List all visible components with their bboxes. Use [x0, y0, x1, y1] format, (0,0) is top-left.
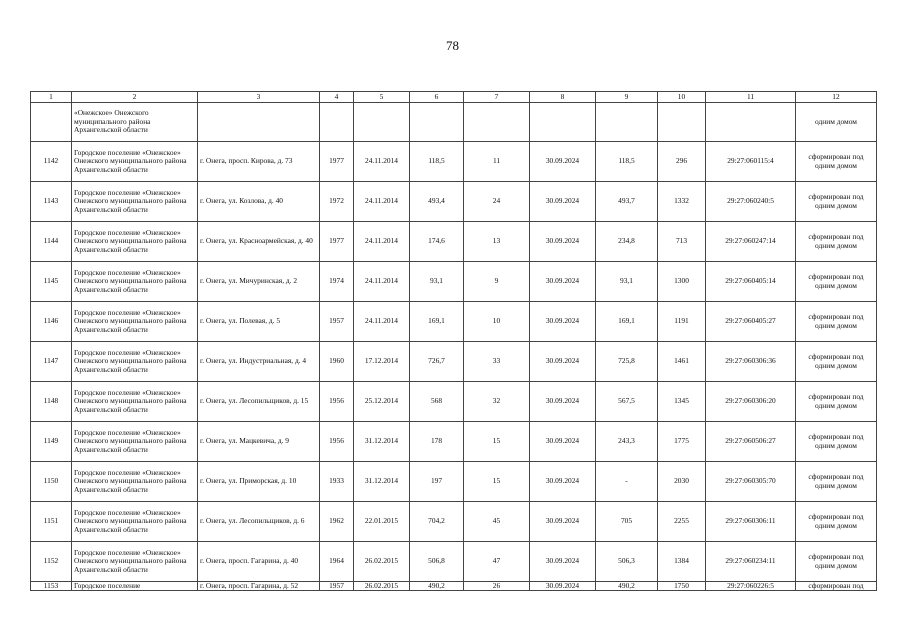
- cell-description: сформирован под одним домом: [796, 382, 877, 422]
- cell-cadastral-number: 29:27:060405:14: [706, 262, 796, 302]
- cell-number: 1149: [31, 422, 72, 462]
- cell-address: г. Онега, ул. Лесопильщиков, д. 15: [198, 382, 320, 422]
- cell: [410, 103, 464, 142]
- cell-year: 1956: [320, 422, 354, 462]
- cell-count: 33: [464, 342, 530, 382]
- table-row: [31, 342, 877, 382]
- cell-description: сформирован под одним домом: [796, 542, 877, 582]
- cell-description: сформирован под одним домом: [796, 502, 877, 542]
- cell-count: 47: [464, 542, 530, 582]
- cell-area: 490,2: [410, 582, 464, 591]
- table-row: [31, 542, 877, 582]
- table-row: [31, 582, 877, 591]
- cell-code: 1750: [658, 582, 706, 591]
- cell-date: 30.09.2024: [530, 262, 596, 302]
- cell-address: г. Онега, просп. Кирова, д. 73: [198, 142, 320, 182]
- cell-cadastral-number: 29:27:060247:14: [706, 222, 796, 262]
- cell-date: 30.09.2024: [530, 462, 596, 502]
- cell-date: 24.11.2014: [354, 142, 410, 182]
- cell-address: г. Онега, ул. Приморская, д. 10: [198, 462, 320, 502]
- cell-owner: «Онежское» Онежского муниципального района Архангельской области: [72, 103, 198, 142]
- cell-count: 24: [464, 182, 530, 222]
- cell: [706, 103, 796, 142]
- cell-address: г. Онега, ул. Красноармейская, д. 40: [198, 222, 320, 262]
- cell-count: 13: [464, 222, 530, 262]
- cell-count: 15: [464, 422, 530, 462]
- cell-area: 506,3: [596, 542, 658, 582]
- cell-cadastral-number: 29:27:060405:27: [706, 302, 796, 342]
- cell-area: 725,8: [596, 342, 658, 382]
- cell-address: г. Онега, ул. Индустриальная, д. 4: [198, 342, 320, 382]
- cell-description: сформирован под одним домом: [796, 262, 877, 302]
- cell-count: 10: [464, 302, 530, 342]
- cell-year: 1977: [320, 222, 354, 262]
- cell-description: сформирован под одним домом: [796, 462, 877, 502]
- cell-number: 1147: [31, 342, 72, 382]
- cell-number: 1152: [31, 542, 72, 582]
- cell: [354, 103, 410, 142]
- cell-date: 24.11.2014: [354, 222, 410, 262]
- cell-date: 30.09.2024: [530, 182, 596, 222]
- cell-area: 704,2: [410, 502, 464, 542]
- cell-count: 15: [464, 462, 530, 502]
- cell-description: сформирован под одним домом: [796, 222, 877, 262]
- cell: [530, 103, 596, 142]
- cell-year: 1957: [320, 582, 354, 591]
- cell-cadastral-number: 29:27:060234:11: [706, 542, 796, 582]
- table-row: [31, 302, 877, 342]
- cell-owner: Городское поселение «Онежское» Онежского муниципального района Архангельской области: [72, 542, 198, 582]
- col-header: 5: [354, 92, 410, 103]
- cell-area: 506,8: [410, 542, 464, 582]
- cell-address: г. Онега, ул. Полевая, д. 5: [198, 302, 320, 342]
- cell-cadastral-number: 29:27:060306:11: [706, 502, 796, 542]
- cell-date: 30.09.2024: [530, 502, 596, 542]
- cell-area: 234,8: [596, 222, 658, 262]
- cell-area: 493,7: [596, 182, 658, 222]
- cell-date: 25.12.2014: [354, 382, 410, 422]
- cell-owner: Городское поселение «Онежское» Онежского муниципального района Архангельской области: [72, 142, 198, 182]
- cell-date: 26.02.2015: [354, 542, 410, 582]
- cell-area: 169,1: [596, 302, 658, 342]
- cell-owner: Городское поселение «Онежское» Онежского муниципального района Архангельской области: [72, 422, 198, 462]
- cell-cadastral-number: 29:27:060506:27: [706, 422, 796, 462]
- cell-count: 32: [464, 382, 530, 422]
- cell-description: сформирован под одним домом: [796, 182, 877, 222]
- cell-area: 726,7: [410, 342, 464, 382]
- cell-area: 490,2: [596, 582, 658, 591]
- cell-year: 1962: [320, 502, 354, 542]
- cell-owner: Городское поселение «Онежское» Онежского муниципального района Архангельской области: [72, 502, 198, 542]
- cell-year: 1933: [320, 462, 354, 502]
- cell: [31, 103, 72, 142]
- cell-address: г. Онега, просп. Гагарина, д. 40: [198, 542, 320, 582]
- cell-address: г. Онега, ул. Мичуринская, д. 2: [198, 262, 320, 302]
- cell-area: 93,1: [596, 262, 658, 302]
- cell-area: 243,3: [596, 422, 658, 462]
- cell-code: 1300: [658, 262, 706, 302]
- cell: [658, 103, 706, 142]
- cell-code: 713: [658, 222, 706, 262]
- cell-count: 9: [464, 262, 530, 302]
- cell-count: 26: [464, 582, 530, 591]
- cell-code: 2255: [658, 502, 706, 542]
- cell-date: 30.09.2024: [530, 542, 596, 582]
- cell-date: 31.12.2014: [354, 422, 410, 462]
- cell-number: 1153: [31, 582, 72, 591]
- table-row: [31, 262, 877, 302]
- col-header: 3: [198, 92, 320, 103]
- cell-area: 705: [596, 502, 658, 542]
- cell-date: 30.09.2024: [530, 422, 596, 462]
- cell-date: 24.11.2014: [354, 302, 410, 342]
- cell-date: 30.09.2024: [530, 382, 596, 422]
- cell-year: 1972: [320, 182, 354, 222]
- cell-date: 30.09.2024: [530, 302, 596, 342]
- cell: [464, 103, 530, 142]
- table-row: [31, 182, 877, 222]
- cell-number: 1150: [31, 462, 72, 502]
- cell-cadastral-number: 29:27:060306:20: [706, 382, 796, 422]
- registry-table: [30, 91, 877, 591]
- cell-number: 1145: [31, 262, 72, 302]
- cell-year: 1974: [320, 262, 354, 302]
- cell-area: 568: [410, 382, 464, 422]
- col-header: 6: [410, 92, 464, 103]
- cell-date: 30.09.2024: [530, 222, 596, 262]
- cell-area: 178: [410, 422, 464, 462]
- col-header: 11: [706, 92, 796, 103]
- cell-area: 169,1: [410, 302, 464, 342]
- column-number-header: [31, 92, 877, 103]
- cell-year: 1956: [320, 382, 354, 422]
- cell-code: 1384: [658, 542, 706, 582]
- table-row-continued: [31, 103, 877, 142]
- cell-count: 45: [464, 502, 530, 542]
- table-row: [31, 462, 877, 502]
- cell-owner: Городское поселение: [72, 582, 198, 591]
- table-row: [31, 222, 877, 262]
- table-row: [31, 382, 877, 422]
- cell-date: 17.12.2014: [354, 342, 410, 382]
- cell-owner: Городское поселение «Онежское» Онежского муниципального района Архангельской области: [72, 222, 198, 262]
- cell-date: 31.12.2014: [354, 462, 410, 502]
- table-row: [31, 142, 877, 182]
- cell-area: 118,5: [410, 142, 464, 182]
- cell-number: 1146: [31, 302, 72, 342]
- col-header: 12: [796, 92, 877, 103]
- col-header: 10: [658, 92, 706, 103]
- table-row: [31, 502, 877, 542]
- col-header: 8: [530, 92, 596, 103]
- page-number: 78: [446, 38, 459, 53]
- cell-address: г. Онега, просп. Гагарина, д. 52: [198, 582, 320, 591]
- cell-owner: Городское поселение «Онежское» Онежского муниципального района Архангельской области: [72, 182, 198, 222]
- cell-code: 1461: [658, 342, 706, 382]
- cell-area: 174,6: [410, 222, 464, 262]
- cell-number: 1148: [31, 382, 72, 422]
- cell-code: 1332: [658, 182, 706, 222]
- cell-cadastral-number: 29:27:060115:4: [706, 142, 796, 182]
- cell-area: 567,5: [596, 382, 658, 422]
- cell-description: сформирован под одним домом: [796, 342, 877, 382]
- cell-cadastral-number: 29:27:060305:70: [706, 462, 796, 502]
- cell-date: 24.11.2014: [354, 262, 410, 302]
- cell-cadastral-number: 29:27:060226:5: [706, 582, 796, 591]
- cell-code: 1191: [658, 302, 706, 342]
- cell-area: 93,1: [410, 262, 464, 302]
- cell-owner: Городское поселение «Онежское» Онежского муниципального района Архангельской области: [72, 382, 198, 422]
- cell-code: 2030: [658, 462, 706, 502]
- cell-year: 1977: [320, 142, 354, 182]
- cell-date: 30.09.2024: [530, 582, 596, 591]
- cell-count: 11: [464, 142, 530, 182]
- cell-date: 24.11.2014: [354, 182, 410, 222]
- cell-code: 1775: [658, 422, 706, 462]
- cell-number: 1151: [31, 502, 72, 542]
- col-header: 4: [320, 92, 354, 103]
- cell: [320, 103, 354, 142]
- cell: [596, 103, 658, 142]
- cell-cadastral-number: 29:27:060240:5: [706, 182, 796, 222]
- cell: [198, 103, 320, 142]
- table-row: [31, 422, 877, 462]
- cell-number: 1143: [31, 182, 72, 222]
- cell-description: сформирован под одним домом: [796, 302, 877, 342]
- cell-date: 30.09.2024: [530, 342, 596, 382]
- cell-date: 30.09.2024: [530, 142, 596, 182]
- col-header: 1: [31, 92, 72, 103]
- cell-date: 26.02.2015: [354, 582, 410, 591]
- cell-year: 1960: [320, 342, 354, 382]
- cell-address: г. Онега, ул. Козлова, д. 40: [198, 182, 320, 222]
- col-header: 2: [72, 92, 198, 103]
- cell-date: 22.01.2015: [354, 502, 410, 542]
- cell-address: г. Онега, ул. Мацкевича, д. 9: [198, 422, 320, 462]
- cell-code: 296: [658, 142, 706, 182]
- col-header: 9: [596, 92, 658, 103]
- cell-description: сформирован под одним домом: [796, 142, 877, 182]
- cell-owner: Городское поселение «Онежское» Онежского муниципального района Архангельской области: [72, 262, 198, 302]
- cell-area: 197: [410, 462, 464, 502]
- cell-owner: Городское поселение «Онежское» Онежского муниципального района Архангельской области: [72, 302, 198, 342]
- cell-year: 1957: [320, 302, 354, 342]
- cell-description: одним домом: [796, 103, 877, 142]
- cell-number: 1144: [31, 222, 72, 262]
- cell-cadastral-number: 29:27:060306:36: [706, 342, 796, 382]
- cell-description: сформирован под одним домом: [796, 422, 877, 462]
- cell-owner: Городское поселение «Онежское» Онежского муниципального района Архангельской области: [72, 462, 198, 502]
- cell-year: 1964: [320, 542, 354, 582]
- cell-area: 493,4: [410, 182, 464, 222]
- cell-number: 1142: [31, 142, 72, 182]
- cell-area: 118,5: [596, 142, 658, 182]
- cell-description: сформирован под: [796, 582, 877, 591]
- cell-code: 1345: [658, 382, 706, 422]
- cell-area: -: [596, 462, 658, 502]
- cell-owner: Городское поселение «Онежское» Онежского муниципального района Архангельской области: [72, 342, 198, 382]
- col-header: 7: [464, 92, 530, 103]
- cell-address: г. Онега, ул. Лесопильщиков, д. 6: [198, 502, 320, 542]
